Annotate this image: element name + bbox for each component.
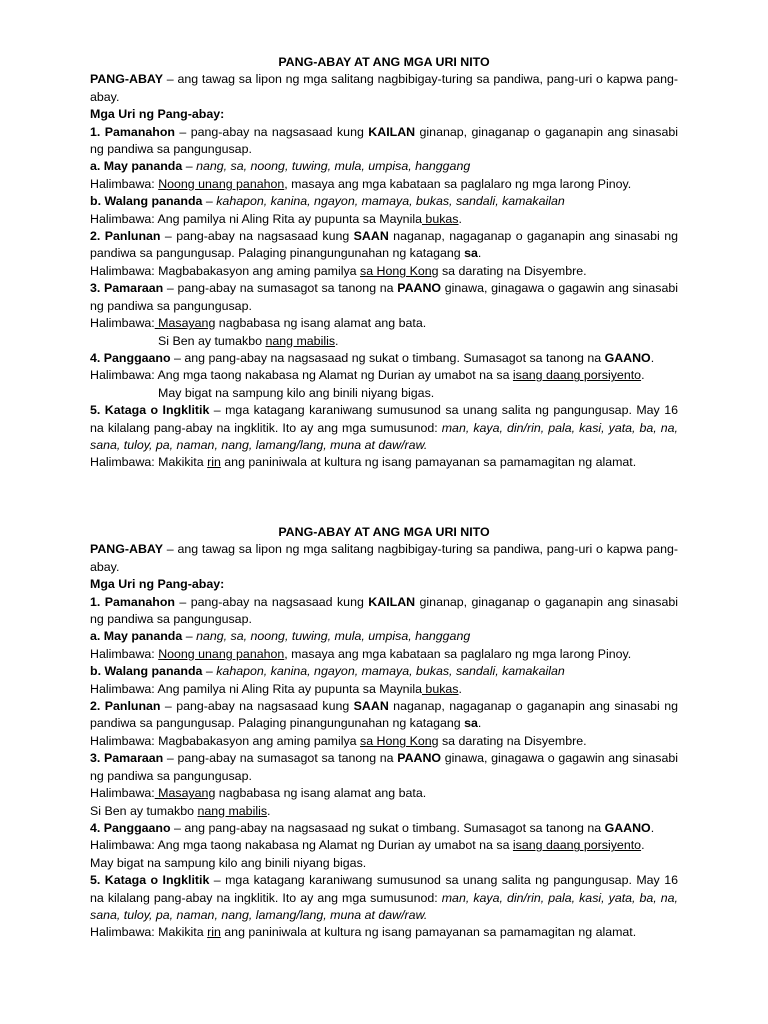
example-rest: ang paniniwala at kultura ng isang pamayanan sa pamamagitan ng alamat. [220,455,637,470]
type-2-text-b: naganap, nagaganap o gaganapin ang sinasabi ng pandiwa sa pangungusap. Palaging pinangungunahan ng katagang [90,229,678,261]
subtype-b [90,663,678,680]
subtype-b-example [90,211,678,228]
definition [90,541,678,576]
subtype-a-list: nang, sa, noong, tuwing, mula, umpisa, hanggang [196,629,471,644]
types-heading [90,106,678,123]
definition-text: – ang tawag sa lipon ng mga salitang nagbibigay-turing sa pandiwa, pang-uri o kapwa pang-abay. [90,542,678,574]
subtype-b-term: b. Walang pananda [90,194,203,209]
type-3-key: PAANO [397,751,442,766]
type-2-key: SAAN [353,229,389,244]
example-label: Halimbawa: [90,176,159,191]
definition-text: – ang tawag sa lipon ng mga salitang nagbibigay-turing sa pandiwa, pang-uri o kapwa pang-abay. [90,72,678,104]
example-text: Si Ben ay tumakbo [158,333,266,348]
type-3-text-a: – pang-abay na sumasagot sa tanong na [163,281,398,296]
type-3-pamaraan [90,750,678,785]
type-1-text-b: ginanap, ginaganap o gaganapin ang sinasabi ng pandiwa sa pangungusap. [90,594,678,627]
type-2-term: 2. Panlunan [90,229,161,244]
example-text: Halimbawa: Makikita [90,455,208,470]
type-4-text-b: . [650,820,655,835]
subtype-b-list: kahapon, kanina, ngayon, mamaya, bukas, sandali, kamakailan [216,664,565,679]
type-4-example-2: May bigat na sampung kilo ang binili niyang bigas. [90,855,367,870]
lesson-title: PANG-ABAY AT ANG MGA URI NITO [278,55,490,69]
example-text: Halimbawa: Ang mga taong nakabasa ng Alamat ng Durian ay umabot na sa [90,368,513,383]
type-3-text-b: ginawa, ginagawa o gagawin ang sinasabi ng pandiwa sa pangungusap. [90,281,679,313]
example-underlined: Masayang [154,316,216,331]
type-3-example-2 [90,803,678,820]
type-3-example-2 [90,333,678,350]
example-underlined: Noong unang panahon [158,176,285,191]
type-4-example-1 [90,367,678,384]
example-underlined: rin [207,925,221,940]
type-4-term: 4. Panggaano [90,820,171,835]
type-1-key: KAILAN [368,124,416,139]
type-2-text-c: . [477,716,482,731]
example-text: Halimbawa: Makikita [90,925,208,940]
type-5-term: 5. Kataga o Ingklitik [90,403,210,418]
type-1-text-a: – pang-abay na nagsasaad kung [175,594,369,609]
example-underlined: sa Hong Kong [360,263,439,278]
subtype-b-list: kahapon, kanina, ngayon, mamaya, bukas, sandali, kamakailan [216,194,565,209]
type-1-text-a: – pang-abay na nagsasaad kung [175,124,369,139]
subtype-a-example [90,176,678,193]
type-2-key-sa: sa [464,246,478,261]
example-underlined: isang daang porsiyento [512,368,642,383]
type-2-example [90,733,678,750]
example-text: Halimbawa: Ang pamilya ni Aling Rita ay pupunta sa Maynila [90,681,422,696]
subtype-b [90,193,678,210]
type-2-example [90,263,678,280]
lesson-title: PANG-ABAY AT ANG MGA URI NITO [278,525,490,539]
type-4-panggaano [90,820,678,837]
definition-term: PANG-ABAY [90,542,163,557]
type-1-pamanahon [90,124,678,159]
subtype-a-term: a. May pananda [90,629,183,644]
subtype-a-dash: – [182,159,197,174]
subtype-b-term: b. Walang pananda [90,664,203,679]
example-end: sa darating na Disyembre. [438,263,587,278]
type-4-example-1 [90,837,678,854]
type-1-term: 1. Pamanahon [90,124,175,139]
example-end: . [267,803,271,818]
example-end: . [458,211,462,226]
example-underlined: rin [207,455,221,470]
type-5-ingklitik [90,402,678,454]
example-underlined: bukas [421,211,459,226]
type-2-key-sa: sa [464,716,478,731]
example-underlined: Noong unang panahon [158,646,285,661]
type-5-list: man, kaya, din/rin, pala, kasi, yata, ba, na, sana, tuloy, pa, naman, nang, lamang/lang, muna at daw/raw. [90,420,679,452]
type-5-example [90,924,678,941]
type-5-text-a: – mga katagang karaniwang sumusunod sa unang salita ng pangungusap. May 16 na kilalang pang-abay na ingklitik. Ito ay ang mga sumusunod: [90,873,678,905]
type-3-text-a: – pang-abay na sumasagot sa tanong na [163,751,398,766]
type-1-text-b: ginanap, ginaganap o gaganapin ang sinasabi ng pandiwa sa pangungusap. [90,124,678,157]
example-text: Halimbawa: Ang pamilya ni Aling Rita ay pupunta sa Maynila [90,211,422,226]
type-4-key: GAANO [604,820,651,835]
example-underlined: nang mabilis [197,803,268,818]
type-1-key: KAILAN [368,594,416,609]
type-4-panggaano [90,350,678,367]
type-4-example-2: May bigat na sampung kilo ang binili niyang bigas. [158,385,435,400]
type-1-term: 1. Pamanahon [90,594,175,609]
type-2-panlunan [90,228,678,263]
subtype-a-example [90,646,678,663]
definition [90,71,678,106]
example-end: . [458,681,462,696]
type-5-list: man, kaya, din/rin, pala, kasi, yata, ba, na, sana, tuloy, pa, naman, nang, lamang/lang, muna at daw/raw. [90,890,679,922]
type-4-text-a: – ang pang-abay na nagsasaad ng sukat o timbang. Sumasagot sa tanong na [170,820,605,835]
example-end: . [641,838,645,853]
lesson-block-1 [90,54,678,472]
type-2-panlunan [90,698,678,733]
type-4-term: 4. Panggaano [90,350,171,365]
type-4-text-a: – ang pang-abay na nagsasaad ng sukat o timbang. Sumasagot sa tanong na [170,350,605,365]
subtype-a-list: nang, sa, noong, tuwing, mula, umpisa, hanggang [196,159,471,174]
example-underlined: isang daang porsiyento [512,838,642,853]
subtype-a-dash: – [182,629,197,644]
type-5-example [90,454,678,471]
example-underlined: nang mabilis [265,333,336,348]
definition-term: PANG-ABAY [90,72,163,87]
type-3-key: PAANO [397,281,442,296]
subtype-b-dash: – [202,194,217,209]
type-1-pamanahon [90,594,678,629]
type-3-example-1 [90,315,678,332]
example-label: Halimbawa: [90,646,159,661]
type-3-term: 3. Pamaraan [90,751,164,766]
type-2-term: 2. Panlunan [90,699,161,714]
type-3-text-b: ginawa, ginagawa o gagawin ang sinasabi ng pandiwa sa pangungusap. [90,751,679,783]
subtype-a [90,158,678,175]
example-text: Si Ben ay tumakbo [90,803,198,818]
subtype-a-term: a. May pananda [90,159,183,174]
type-3-term: 3. Pamaraan [90,281,164,296]
types-heading-text: Mga Uri ng Pang-abay: [90,107,225,122]
type-3-pamaraan [90,280,678,315]
type-2-text-a: – pang-abay na nagsasaad kung [160,699,354,714]
example-underlined: sa Hong Kong [360,733,439,748]
types-heading [90,576,678,593]
example-underlined: bukas [421,681,459,696]
subtype-b-dash: – [202,664,217,679]
subtype-b-example [90,681,678,698]
example-underlined: Masayang [154,786,216,801]
type-2-text-c: . [477,246,482,261]
type-4-key: GAANO [604,350,651,365]
example-rest: , masaya ang mga kabataan sa paglalaro ng mga larong Pinoy. [284,176,632,191]
types-heading-text: Mga Uri ng Pang-abay: [90,577,225,592]
example-end: sa darating na Disyembre. [438,733,587,748]
type-5-term: 5. Kataga o Ingklitik [90,873,210,888]
example-text: Halimbawa: Ang mga taong nakabasa ng Alamat ng Durian ay umabot na sa [90,838,513,853]
example-rest: , masaya ang mga kabataan sa paglalaro ng mga larong Pinoy. [284,646,632,661]
example-end: . [641,368,645,383]
example-end: . [335,333,339,348]
type-5-ingklitik [90,872,678,924]
example-label: Halimbawa: [90,316,155,331]
subtype-a [90,628,678,645]
type-2-text-b: naganap, nagaganap o gaganapin ang sinasabi ng pandiwa sa pangungusap. Palaging pinangungunahan ng katagang [90,699,678,731]
example-rest: nagbabasa ng isang alamat ang bata. [215,316,427,331]
type-2-text-a: – pang-abay na nagsasaad kung [160,229,354,244]
example-text: Halimbawa: Magbabakasyon ang aming pamilya [90,263,360,278]
example-rest: nagbabasa ng isang alamat ang bata. [215,786,427,801]
type-2-key: SAAN [353,699,389,714]
example-text: Halimbawa: Magbabakasyon ang aming pamilya [90,733,360,748]
type-4-text-b: . [650,350,655,365]
type-5-text-a: – mga katagang karaniwang sumusunod sa unang salita ng pangungusap. May 16 na kilalang pang-abay na ingklitik. Ito ay ang mga sumusunod: [90,403,678,435]
lesson-block-2 [90,524,678,942]
type-3-example-1 [90,785,678,802]
example-label: Halimbawa: [90,786,155,801]
example-rest: ang paniniwala at kultura ng isang pamayanan sa pamamagitan ng alamat. [220,925,637,940]
